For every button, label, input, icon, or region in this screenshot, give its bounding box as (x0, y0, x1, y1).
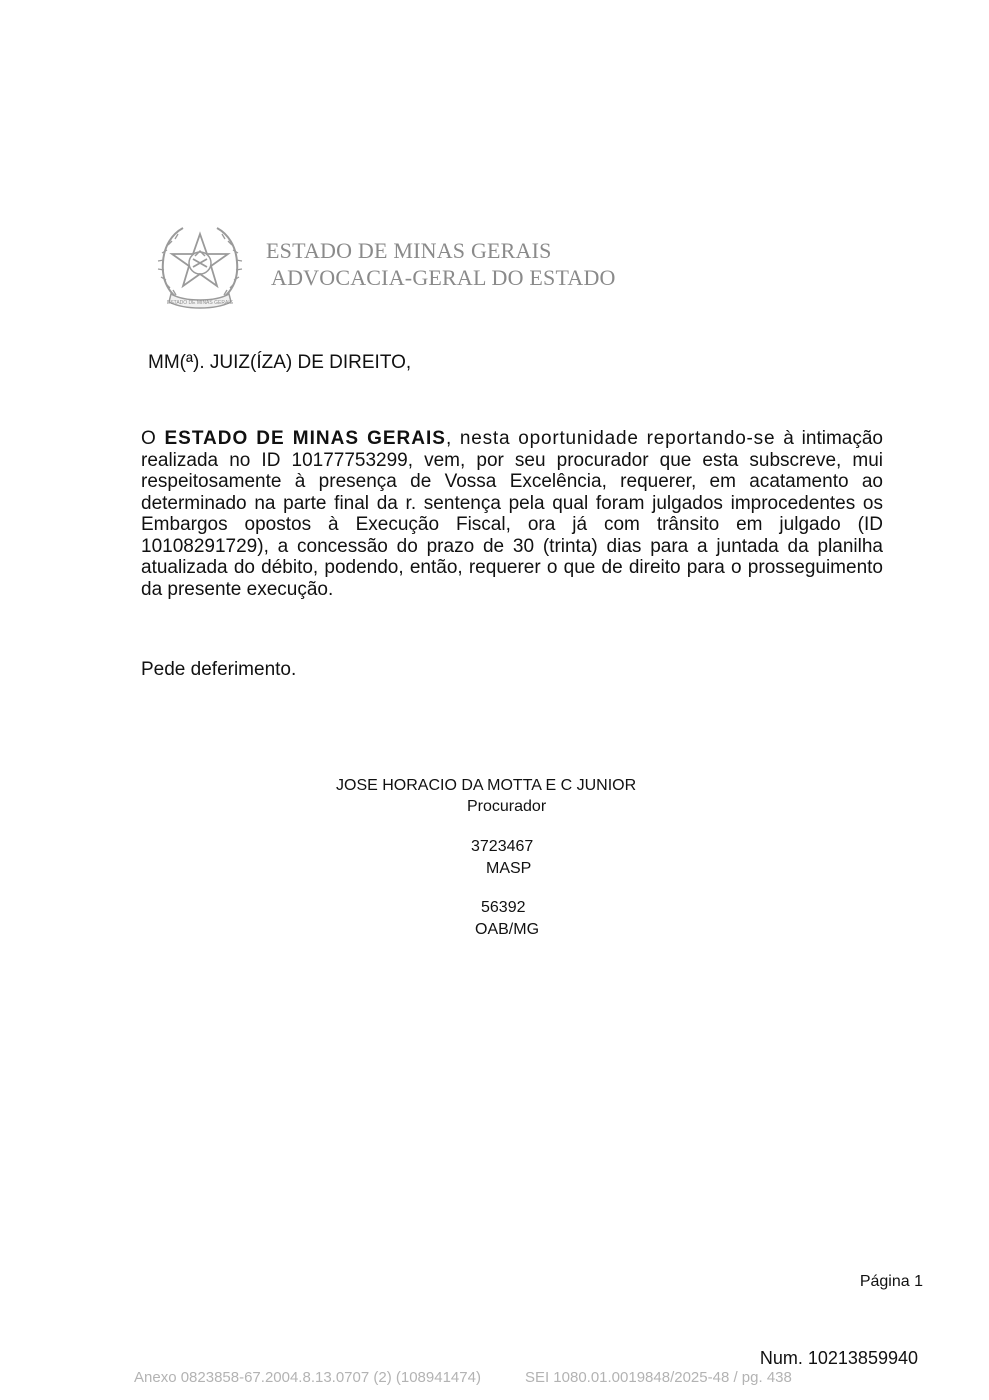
oab-label: OAB/MG (475, 921, 540, 938)
stamp-sei-ref: SEI 1080.01.0019848/2025-48 / pg. 438 (524, 1369, 792, 1386)
body-text: intimação realizada no ID 10177753299, vem, por seu procurador que esta subscreve, mui respeitosamente à presença de Vossa Excelência, requerer, em acatamento ao determinado na parte final da r. sentença pela qual foram julgados improcedentes os Embargos opostos à Execução Fiscal, ora já com trânsito em julgado (ID 10108291729), a concessão do prazo de 30 (trinta) dias para a juntada da planilha atualizada do débito, podendo, então, requerer o que de direito para o prosseguimento da presente execução. (141, 428, 884, 600)
body-lead-rest: , nesta oportunidade reportando-se à (445, 428, 795, 449)
salutation: MM(ª). JUIZ(ÍZA) DE DIREITO, (148, 352, 412, 373)
svg-text:ESTADO DE MINAS GERAIS: ESTADO DE MINAS GERAIS (166, 300, 234, 306)
header-org-line-1: ESTADO DE MINAS GERAIS (266, 238, 552, 263)
oab-number: 56392 (481, 899, 526, 916)
stamp-annex-ref: Anexo 0823858-67.2004.8.13.0707 (2) (108941474) (134, 1369, 481, 1386)
signatory-name: JOSE HORACIO DA MOTTA E C JUNIOR (336, 777, 637, 794)
document-number: Num. 10213859940 (759, 1348, 918, 1368)
body-lead-bold: ESTADO DE MINAS GERAIS (164, 428, 446, 449)
masp-label: MASP (486, 860, 532, 877)
signatory-role: Procurador (467, 798, 547, 815)
coat-of-arms-seal-icon (155, 220, 245, 312)
petition-body (141, 428, 883, 600)
footer-stamp (134, 1369, 792, 1386)
closing-line: Pede deferimento. (141, 659, 297, 680)
body-lead: O (141, 428, 165, 449)
header-org-line-2: ADVOCACIA-GERAL DO ESTADO (271, 265, 616, 290)
page-number: Página 1 (859, 1273, 923, 1290)
masp-number: 3723467 (471, 838, 534, 855)
